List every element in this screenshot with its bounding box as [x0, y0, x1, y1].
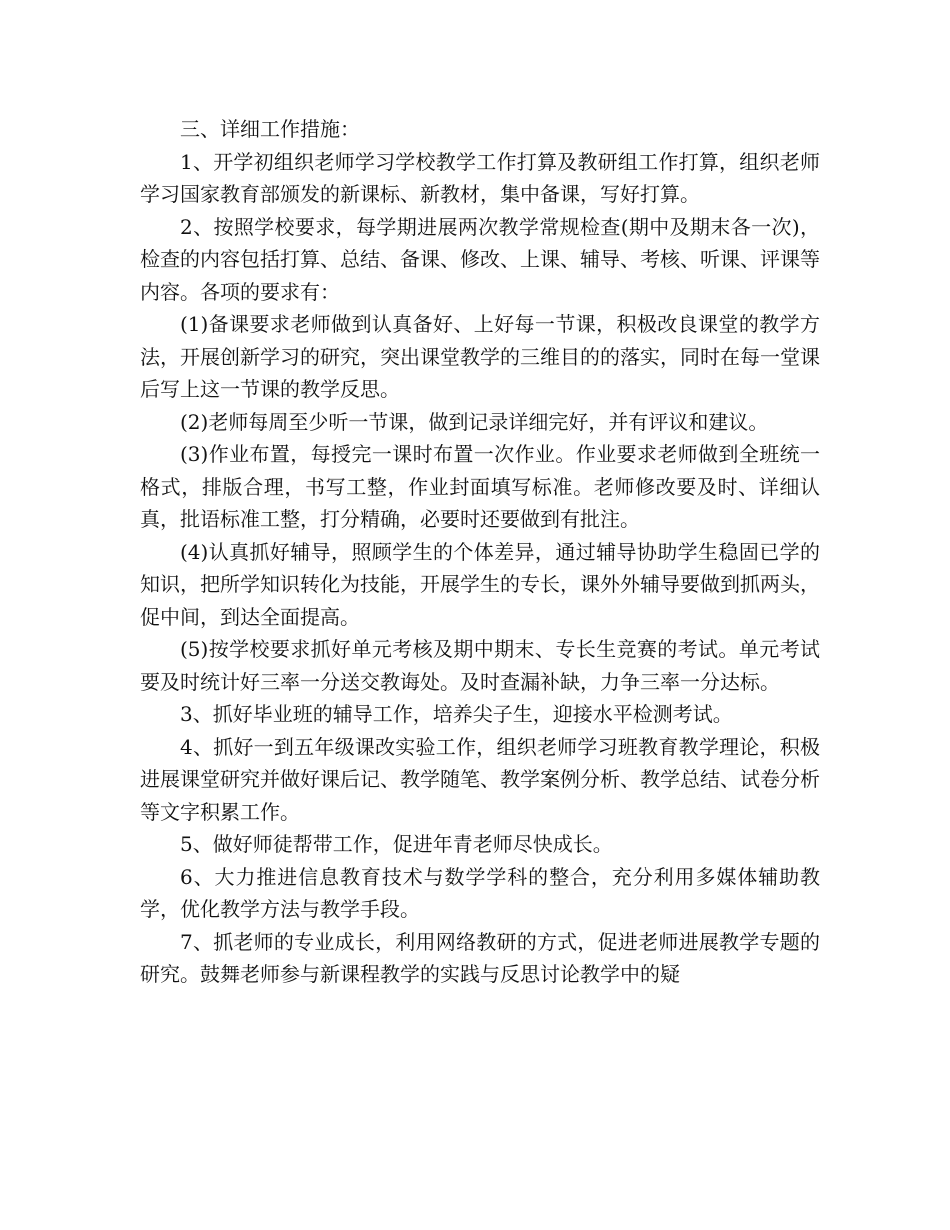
paragraph-item-7: 7、抓老师的专业成长，利用网络教研的方式，促进老师进展教学专题的研究。鼓舞老师参与新课程教学的实践与反思讨论教学中的疑: [140, 929, 820, 986]
paragraph-item-4: 4、抓好一到五年级课改实验工作，组织老师学习班教育教学理论，积极进展课堂研究并做好课后记、教学随笔、教学案例分析、教学总结、试卷分析等文字积累工作。: [140, 734, 820, 824]
paragraph-subitem-4: (4)认真抓好辅导，照顾学生的个体差异，通过辅导协助学生稳固已学的知识，把所学知识转化为技能，开展学生的专长，课外外辅导要做到抓两头，促中间，到达全面提高。: [140, 539, 820, 629]
paragraph-subitem-3: (3)作业布置，每授完一课时布置一次作业。作业要求老师做到全班统一格式，排版合理，书写工整，作业封面填写标准。老师修改要及时、详细认真，批语标准工整，打分精确，必要时还要做到有批注。: [140, 442, 820, 531]
paragraph-subitem-1: (1)备课要求老师做到认真备好、上好每一节课，积极改良课堂的教学方法，开展创新学习的研究，突出课堂教学的三维目的的落实，同时在每一堂课后写上这一节课的教学反思。: [140, 312, 820, 401]
section-heading: 三、详细工作措施：: [180, 117, 360, 141]
paragraph-item-2: 2、按照学校要求，每学期进展两次教学常规检查(期中及期末各一次)，检查的内容包括打算、总结、备课、修改、上课、辅导、考核、听课、评课等内容。各项的要求有：: [140, 214, 820, 304]
paragraph-item-3: 3、抓好毕业班的辅导工作，培养尖子生，迎接水平检测考试。: [180, 702, 733, 726]
paragraph-item-5: 5、做好师徒帮带工作，促进年青老师尽快成长。: [180, 832, 613, 856]
paragraph-subitem-2: (2)老师每周至少听一节课，做到记录详细完好，并有评议和建议。: [180, 409, 769, 434]
document-body: [140, 113, 820, 991]
paragraph-item-1: 1、开学初组织老师学习学校教学工作打算及教研组工作打算，组织老师学习国家教育部颁发的新课标、新教材，集中备课，写好打算。: [140, 149, 820, 206]
paragraph-item-6: 6、大力推进信息教育技术与数学学科的整合，充分利用多媒体辅助教学，优化教学方法与教学手段。: [140, 864, 820, 921]
paragraph-subitem-5: (5)按学校要求抓好单元考核及期中期末、专长生竞赛的考试。单元考试要及时统计好三率一分送交教诲处。及时查漏补缺，力争三率一分达标。: [140, 637, 820, 694]
